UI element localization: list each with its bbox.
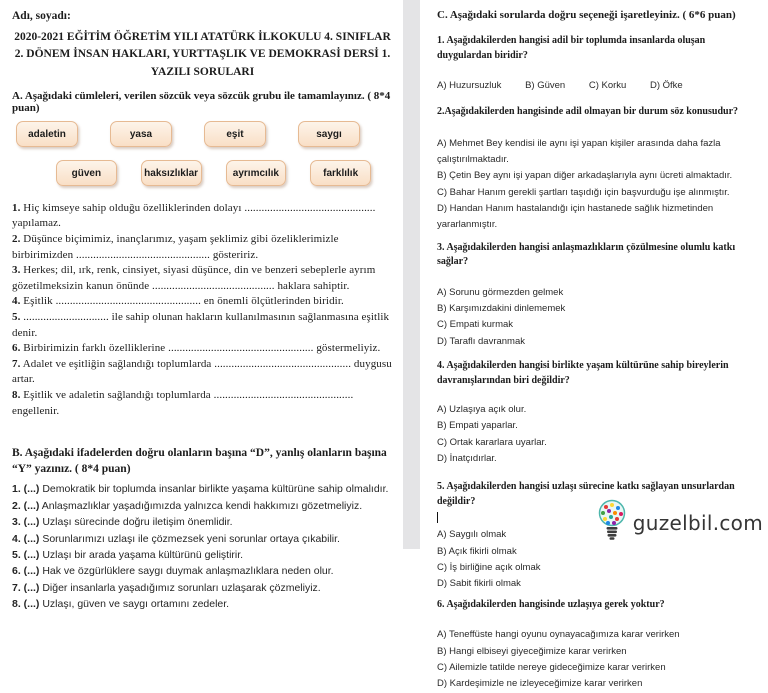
option-item: D) Handan Hanım hastalandığı için hastanede sağlık hizmetinden yararlanmıştır. bbox=[437, 203, 714, 231]
option-item: B) Karşımızdakini dinlememek bbox=[437, 303, 566, 315]
fill-blank-item: 5. .............................. ile sahip olunan hakların kullanılmasının sağlanmasına eşitlik denir. bbox=[12, 311, 390, 339]
fill-blank-item: 6. Birbirimizin farklı özelliklerine ................................................... göstermeliyiz. bbox=[12, 342, 381, 355]
word-chip: yasa bbox=[110, 121, 172, 147]
word-chip: adaletin bbox=[16, 121, 78, 147]
option-item: B) Açık fikirli olmak bbox=[437, 545, 517, 557]
fill-blank-item: 7. Adalet ve eşitliğin sağlandığı toplumlarda ................................................ duygusu artar. bbox=[12, 357, 392, 386]
word-chip: saygı bbox=[298, 121, 360, 147]
option-item: A) Sorunu görmezden gelmek bbox=[437, 286, 564, 298]
option-item: A) Teneffüste hangi oyunu oynayacağımıza karar verirken bbox=[437, 629, 680, 641]
option-item: C) Ailemizle tatilde nereye gideceğimize karar verirken bbox=[437, 661, 666, 673]
option-item: D) Kardeşimizle ne izleyeceğimize karar verirken bbox=[437, 678, 643, 690]
option-item: B) Güven bbox=[525, 80, 566, 91]
question-header: 3. Aşağıdakilerden hangisi anlaşmazlıkların çözülmesine olumlu katkı sağlar? bbox=[437, 241, 736, 268]
true-false-item: 7. (...) Diğer insanlarla yaşadığımız sorunları uzlaşarak çözmeliyiz. bbox=[12, 581, 321, 594]
question-header: 1. Aşağıdakilerden hangisi adil bir toplumda insanlarda oluşan duygulardan biridir? bbox=[437, 35, 706, 61]
word-chip: güven bbox=[56, 160, 117, 186]
word-chip: eşit bbox=[204, 121, 266, 147]
question-header: 4. Aşağıdakilerden hangisi birlikte yaşam kültürüne sahip bireylerin davranışlarından biri değildir? bbox=[437, 360, 729, 386]
true-false-item: 2. (...) Anlaşmazlıklar yaşadığımızda yalnızca kendi hakkımızı gözetmeliyiz. bbox=[12, 499, 363, 512]
word-chip: haksızlıklar bbox=[141, 160, 202, 186]
exam-title: 2020-2021 EĞİTİM ÖĞRETİM YILI ATATÜRK İLKOKULU 4. SINIFLAR 2. DÖNEM İNSAN HAKLARI, YURTTAŞLIK VE DEMOKRASİ DERSİ 1. YAZILI SORULARI bbox=[14, 31, 391, 78]
option-item: A) Mehmet Bey kendisi ile aynı işi yapan kişiler arasında daha fazla çalıştırılmaktadır. bbox=[437, 137, 721, 166]
site-watermark bbox=[594, 499, 763, 546]
fill-blank-item: 3. Herkes; dil, ırk, renk, cinsiyet, siyasi düşünce, din ve benzeri sebeplerle ayrım gözetilmeksizin kanun önünde ........................................... haklara sahiptir. bbox=[12, 264, 376, 292]
option-item: C) Empati kurmak bbox=[437, 319, 514, 331]
fill-blank-item: 2. Düşünce biçimimiz, inançlarımız, yaşam şeklimiz gibi özeliklerimizle birbirimizden ............................................... gösteririz. bbox=[12, 232, 339, 261]
option-item: A) Uzlaşıya açık olur. bbox=[437, 404, 527, 416]
site-name: guzelbil.com bbox=[632, 510, 763, 535]
option-item: B) Hangi elbiseyi giyeceğimize karar verirken bbox=[437, 645, 627, 657]
true-false-item: 3. (...) Uzlaşı sürecinde doğru iletişim önemlidir. bbox=[12, 516, 233, 529]
option-item: D) Öfke bbox=[649, 80, 683, 91]
section-c-heading: C. Aşağıdaki sorularda doğru seçeneği işaretleyiniz. ( 6*6 puan) bbox=[437, 9, 736, 21]
question-options bbox=[437, 78, 760, 94]
question-options bbox=[437, 627, 760, 692]
word-bank-row-1 bbox=[16, 121, 395, 147]
option-item: D) Sabit fikirli olmak bbox=[437, 578, 521, 590]
question-options bbox=[437, 285, 760, 350]
true-false-item: 5. (...) Uzlaşı bir arada yaşama kültürünü geliştirir. bbox=[12, 548, 244, 561]
question-header: 2.Aşağıdakilerden hangisinde adil olmayan bir durum söz konusudur? bbox=[437, 106, 739, 118]
true-false-item: 6. (...) Hak ve özgürlüklere saygı duymak anlaşmazlıklara neden olur. bbox=[12, 565, 334, 578]
fill-blank-item: 1. Hiç kimseye sahip olduğu özelliklerinden dolayı .............................................. yapılamaz. bbox=[12, 201, 376, 230]
question-header: 6. Aşağıdakilerden hangisinde uzlaşıya gerek yoktur? bbox=[437, 598, 665, 610]
fill-blank-item: 8. Eşitlik ve adaletin sağlandığı toplumlarda ................................................. engellenir. bbox=[12, 389, 354, 417]
question-header: 5. Aşağıdakilerden hangisi uzlaşı sürecine katkı sağlayan unsurlardan değildir? bbox=[437, 481, 735, 507]
option-item: C) Bahar Hanım gerekli şartları taşıdığı için başvurduğu işe alınmıştır. bbox=[437, 186, 730, 198]
page-gutter-divider bbox=[403, 0, 420, 549]
question-options bbox=[437, 136, 760, 234]
left-page-column bbox=[0, 0, 403, 611]
name-surname-label: Adı, soyadı: bbox=[12, 10, 71, 22]
true-false-item: 4. (...) Sorunlarımızı uzlaşı ile çözmezsek yeni sorunlar ortaya çıkabilir. bbox=[12, 532, 340, 545]
question-options bbox=[437, 402, 760, 467]
section-a-sentences bbox=[12, 201, 395, 420]
option-item: A) Huzursuzluk bbox=[437, 80, 502, 91]
right-page-column bbox=[420, 0, 768, 690]
true-false-item: 8. (...) Uzlaşı, güven ve saygı ortamını zedeler. bbox=[12, 598, 230, 611]
text-cursor bbox=[437, 512, 438, 523]
option-item: C) Ortak kararlara uyarlar. bbox=[437, 436, 547, 448]
lightbulb-icon bbox=[594, 499, 630, 546]
word-chip: farklılık bbox=[310, 160, 371, 186]
true-false-item: 1. (...) Demokratik bir toplumda insanlar birlikte yaşama kültürüne sahip olmalıdır. bbox=[12, 483, 389, 496]
word-bank-row-2 bbox=[56, 160, 395, 186]
word-chip: ayrımcılık bbox=[226, 160, 287, 186]
option-item: D) İnatçıdırlar. bbox=[437, 453, 497, 465]
option-item: C) Korku bbox=[588, 80, 627, 91]
section-b-heading: B. Aşağıdaki ifadelerden doğru olanların başına “D”, yanlış olanların başına “Y” yazınız. ( 8*4 puan) bbox=[12, 447, 387, 476]
option-item: B) Çetin Bey aynı işi yapan diğer arkadaşlarıyla aynı ücreti almaktadır. bbox=[437, 170, 733, 182]
option-item: B) Empati yaparlar. bbox=[437, 420, 518, 432]
option-item: D) Taraflı davranmak bbox=[437, 335, 525, 347]
fill-blank-item: 4. Eşitlik ................................................... en önemli ölçütlerinden biridir. bbox=[12, 295, 344, 308]
option-item: C) İş birliğine açık olmak bbox=[437, 562, 541, 574]
option-item: A) Saygılı olmak bbox=[437, 529, 507, 541]
section-b-items bbox=[12, 481, 395, 612]
section-a-heading: A. Aşağıdaki cümleleri, verilen sözcük veya sözcük grubu ile tamamlayınız. ( 8*4 puan) bbox=[12, 89, 391, 114]
